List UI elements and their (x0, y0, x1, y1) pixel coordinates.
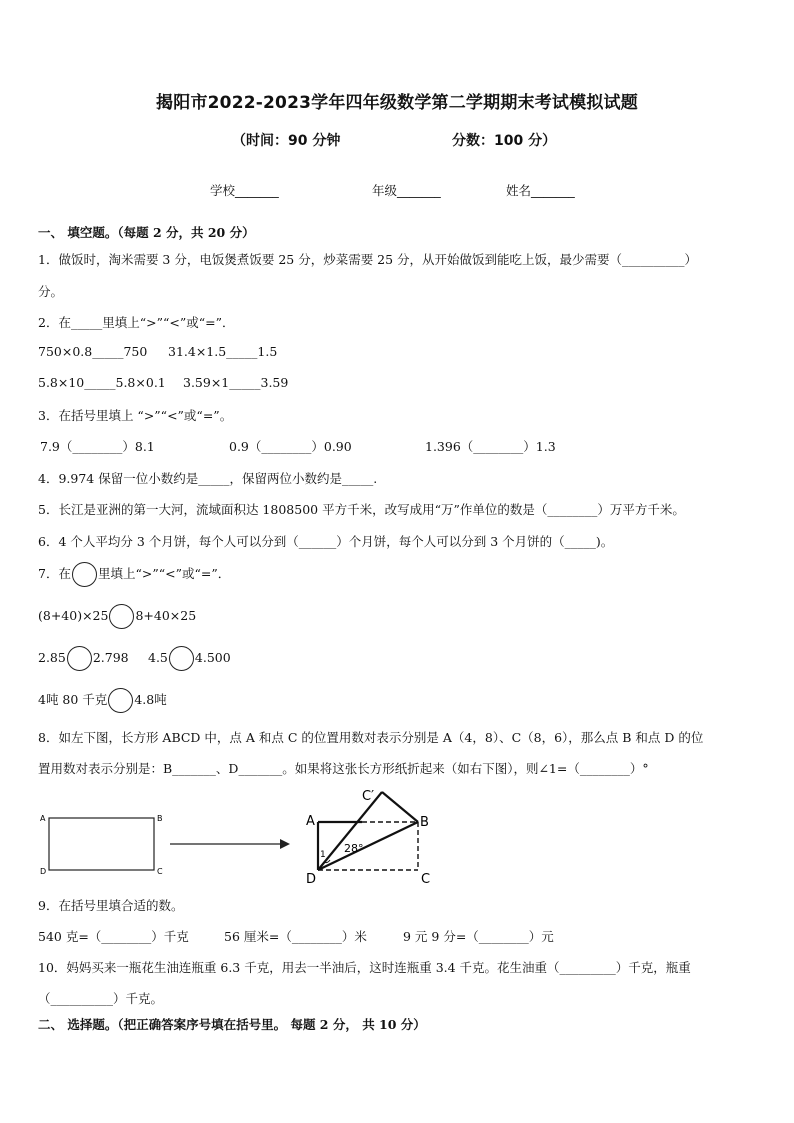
q5-text: 5．长江是亚洲的第一大河，流域面积达 1808500 平方千米，改写成用“万”作单位的数是（________）万平方千米。 (38, 502, 685, 517)
q7-stem-pre: 7．在 (38, 566, 71, 581)
q7-stem-post: 里填上“>”“<”或“=”． (97, 566, 231, 581)
page-title: 揭阳市2022-2023学年四年级数学第二学期期末考试模拟试题 (156, 93, 638, 113)
angle-1-label: 1 (320, 850, 326, 860)
label-d: D (40, 867, 47, 876)
label-b: B (157, 814, 163, 823)
rectangle-figure (36, 810, 166, 880)
edge-c-prime-b (382, 792, 418, 822)
label-a: A (306, 814, 315, 829)
q2-item: 3.59×1_____3.59 (183, 375, 289, 390)
q7-row3 (38, 688, 167, 713)
q2-stem: 2．在_____里填上“>”“<”或“=”． (38, 315, 235, 330)
q9-item: 9 元 9 分=（________）元 (403, 929, 554, 944)
answer-circle[interactable] (72, 562, 97, 587)
answer-circle[interactable] (108, 688, 133, 713)
expr-right: 4.500 (194, 650, 231, 665)
label-c: C (157, 867, 163, 876)
expr-left: 4.5 (148, 650, 168, 665)
q2-item: 31.4×1.5_____1.5 (168, 344, 278, 359)
q2-item: 750×0.8_____750 (38, 344, 148, 359)
q6-text: 6．4 个人平均分 3 个月饼，每个人可以分到（______）个月饼，每个人可以分到 3 个月饼的（_____)。 (38, 534, 614, 549)
expr-left: (8+40)×25 (38, 608, 109, 623)
arrow-icon (168, 836, 294, 852)
label-a: A (40, 814, 46, 823)
label-b: B (420, 815, 429, 830)
q1-line2: 分。 (38, 284, 64, 299)
q7-row2a (38, 646, 129, 671)
exam-time: （时间：90 分钟 (232, 133, 341, 149)
answer-circle[interactable] (109, 604, 134, 629)
q10-line1: 10．妈妈买来一瓶花生油连瓶重 6.3 千克，用去一半油后，这时连瓶重 3.4 千克。花生油重（_________）千克，瓶重 (38, 960, 691, 975)
q9-stem: 9．在括号里填合适的数。 (38, 898, 184, 913)
q1-line1: 1．做饭时，淘米需要 3 分，电饭煲煮饭要 25 分，炒菜需要 25 分，从开始做饭到能吃上饭，最少需要（__________） (38, 252, 698, 267)
rectangle-abcd (49, 818, 154, 870)
folded-figure (300, 780, 440, 890)
q3-stem: 3．在括号里填上 “>”“<”或“=”。 (38, 408, 233, 423)
answer-circle[interactable] (67, 646, 92, 671)
answer-circle[interactable] (169, 646, 194, 671)
expr-right: 8+40×25 (135, 608, 197, 623)
q8-line1: 8．如左下图，长方形 ABCD 中，点 A 和点 C 的位置用数对表示分别是 A（4，8）、C（8，6），那么点 B 和点 D 的位 (38, 730, 704, 745)
name-field[interactable]: 姓名_______ (506, 183, 575, 198)
expr-left: 2.85 (38, 650, 66, 665)
q3-item: 1.396（________）1.3 (425, 439, 556, 454)
grade-field[interactable]: 年级_______ (372, 183, 441, 198)
q7-row1 (38, 604, 196, 629)
expr-right: 2.798 (92, 650, 129, 665)
school-field[interactable]: 学校_______ (210, 183, 279, 198)
q4-text: 4．9.974 保留一位小数约是_____，保留两位小数约是_____. (38, 471, 378, 486)
q7-row2b (148, 646, 231, 671)
label-c: C (421, 872, 431, 887)
diagonal-db (318, 822, 418, 870)
q8-line2: 置用数对表示分别是：B_______、D_______。如果将这张长方形纸折起来（如右下图），则∠1=（________）° (38, 761, 649, 776)
section1-heading: 一、 填空题。（每题 2 分，共 20 分） (38, 225, 255, 240)
q10-line2: （__________）千克。 (38, 991, 164, 1006)
exam-score: 分数：100 分） (452, 133, 557, 149)
q7-stem (38, 562, 230, 587)
q2-item: 5.8×10_____5.8×0.1 (38, 375, 166, 390)
label-c-prime: C′ (362, 789, 375, 804)
section2-heading: 二、 选择题。（把正确答案序号填在括号里。 每题 2 分， 共 10 分） (38, 1017, 426, 1032)
expr-left: 4吨 80 千克 (38, 692, 108, 707)
expr-right: 4.8吨 (134, 692, 167, 707)
q9-item: 56 厘米=（________）米 (224, 929, 367, 944)
label-d: D (306, 872, 317, 887)
q3-item: 0.9（________）0.90 (229, 439, 352, 454)
q9-item: 540 克=（________）千克 (38, 929, 189, 944)
angle-28-label: 28° (344, 842, 364, 855)
q3-item: 7.9（________）8.1 (40, 439, 155, 454)
